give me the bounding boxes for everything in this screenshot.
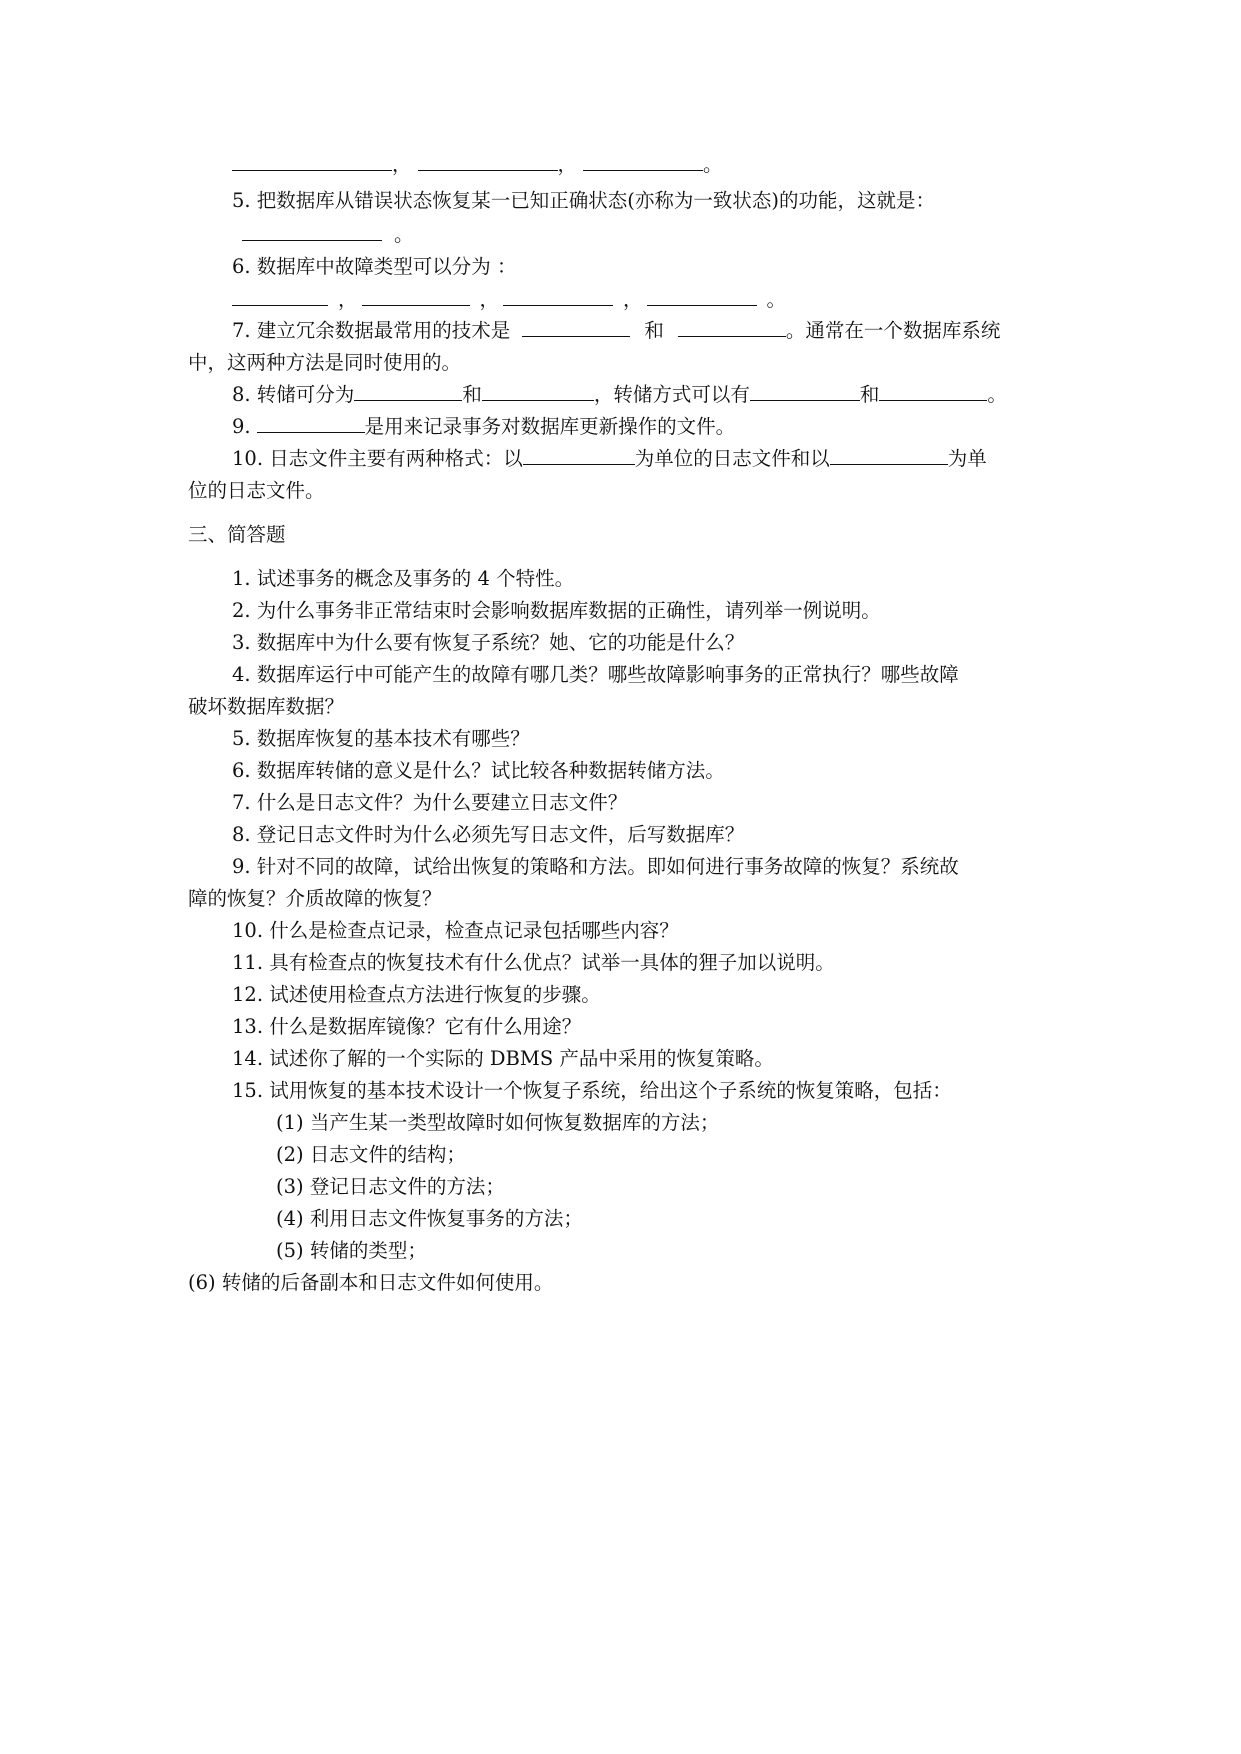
blank-field[interactable] (362, 287, 470, 306)
question-item: 11. 具有检查点的恢复技术有什么优点？试举一具体的狸子加以说明。 (232, 951, 835, 974)
blank-field[interactable] (503, 287, 613, 306)
question-item: 7. 什么是日志文件？为什么要建立日志文件？ (232, 791, 628, 814)
item6-blanks-line: ， ， ， 。 (232, 287, 786, 313)
blank-field[interactable] (879, 382, 987, 401)
blank-field[interactable] (242, 222, 382, 241)
item6-text: 6. 数据库中故障类型可以分为 ： (232, 255, 517, 278)
question-item: 2. 为什么事务非正常结束时会影响数据库数据的正确性，请列举一例说明。 (232, 599, 881, 622)
question-item-continuation: 障的恢复？介质故障的恢复？ (188, 887, 442, 910)
sub-item: (5) 转储的类型； (276, 1239, 427, 1262)
sub-item: (2) 日志文件的结构； (276, 1143, 466, 1166)
sub-item: (1) 当产生某一类型故障时如何恢复数据库的方法； (276, 1111, 720, 1134)
item7-line2: 中，这两种方法是同时使用的。 (188, 351, 462, 374)
blank-field[interactable] (583, 152, 703, 171)
question-item: 3. 数据库中为什么要有恢复子系统？她、它的功能是什么？ (232, 631, 745, 654)
blank-field[interactable] (232, 152, 392, 171)
question-item-continuation: 破坏数据库数据？ (188, 695, 345, 718)
question-item: 4. 数据库运行中可能产生的故障有哪几类？哪些故障影响事务的正常执行？哪些故障 (232, 663, 959, 686)
item5-text: 5. 把数据库从错误状态恢复某一已知正确状态(亦称为一致状态)的功能，这就是： (232, 189, 936, 212)
question-item: 5. 数据库恢复的基本技术有哪些？ (232, 727, 530, 750)
sub-item: (4) 利用日志文件恢复事务的方法； (276, 1207, 583, 1230)
question-item: 10. 什么是检查点记录，检查点记录包括哪些内容？ (232, 919, 679, 942)
question-item: 9. 针对不同的故障，试给出恢复的策略和方法。即如何进行事务故障的恢复？系统故 (232, 855, 959, 878)
question-item: 15. 试用恢复的基本技术设计一个恢复子系统，给出这个子系统的恢复策略，包括： (232, 1079, 952, 1102)
section-heading: 三、简答题 (188, 523, 286, 546)
blank-field[interactable] (523, 446, 635, 465)
blank-field[interactable] (257, 414, 365, 433)
blank-field[interactable] (678, 318, 786, 337)
item10-line2: 位的日志文件。 (188, 479, 325, 502)
question-item: 12. 试述使用检查点方法进行恢复的步骤。 (232, 983, 601, 1006)
blank-field[interactable] (482, 382, 594, 401)
item10-line1: 10. 日志文件主要有两种格式：以 为单位的日志文件和以 为单 (232, 447, 987, 470)
question-item: 1. 试述事务的概念及事务的 4 个特性。 (232, 567, 575, 590)
blank-field[interactable] (232, 287, 328, 306)
item7-line1: 7. 建立冗余数据最常用的技术是 和 。通常在一个数据库系统 (232, 319, 1001, 342)
blank-field[interactable] (830, 446, 948, 465)
item5-blank-line: 。 (242, 222, 414, 248)
question-item: 14. 试述你了解的一个实际的 DBMS 产品中采用的恢复策略。 (232, 1047, 774, 1070)
sub-item: (3) 登记日志文件的方法； (276, 1175, 505, 1198)
question-item: 6. 数据库转储的意义是什么？试比较各种数据转储方法。 (232, 759, 725, 782)
item9-line: 9. 是用来记录事务对数据库更新操作的文件。 (232, 415, 736, 438)
blank-field[interactable] (522, 318, 630, 337)
question-item: 8. 登记日志文件时为什么必须先写日志文件，后写数据库？ (232, 823, 745, 846)
sub-item-last: (6) 转储的后备副本和日志文件如何使用。 (188, 1271, 554, 1294)
blank-field[interactable] (647, 287, 757, 306)
item4-blanks-line: ， ， 。 (232, 152, 723, 178)
blank-field[interactable] (418, 152, 558, 171)
blank-field[interactable] (354, 382, 462, 401)
question-item: 13. 什么是数据库镜像？它有什么用途？ (232, 1015, 582, 1038)
item8-line: 8. 转储可分为 和 ，转储方式可以有 和 。 (232, 383, 1007, 406)
blank-field[interactable] (750, 382, 860, 401)
